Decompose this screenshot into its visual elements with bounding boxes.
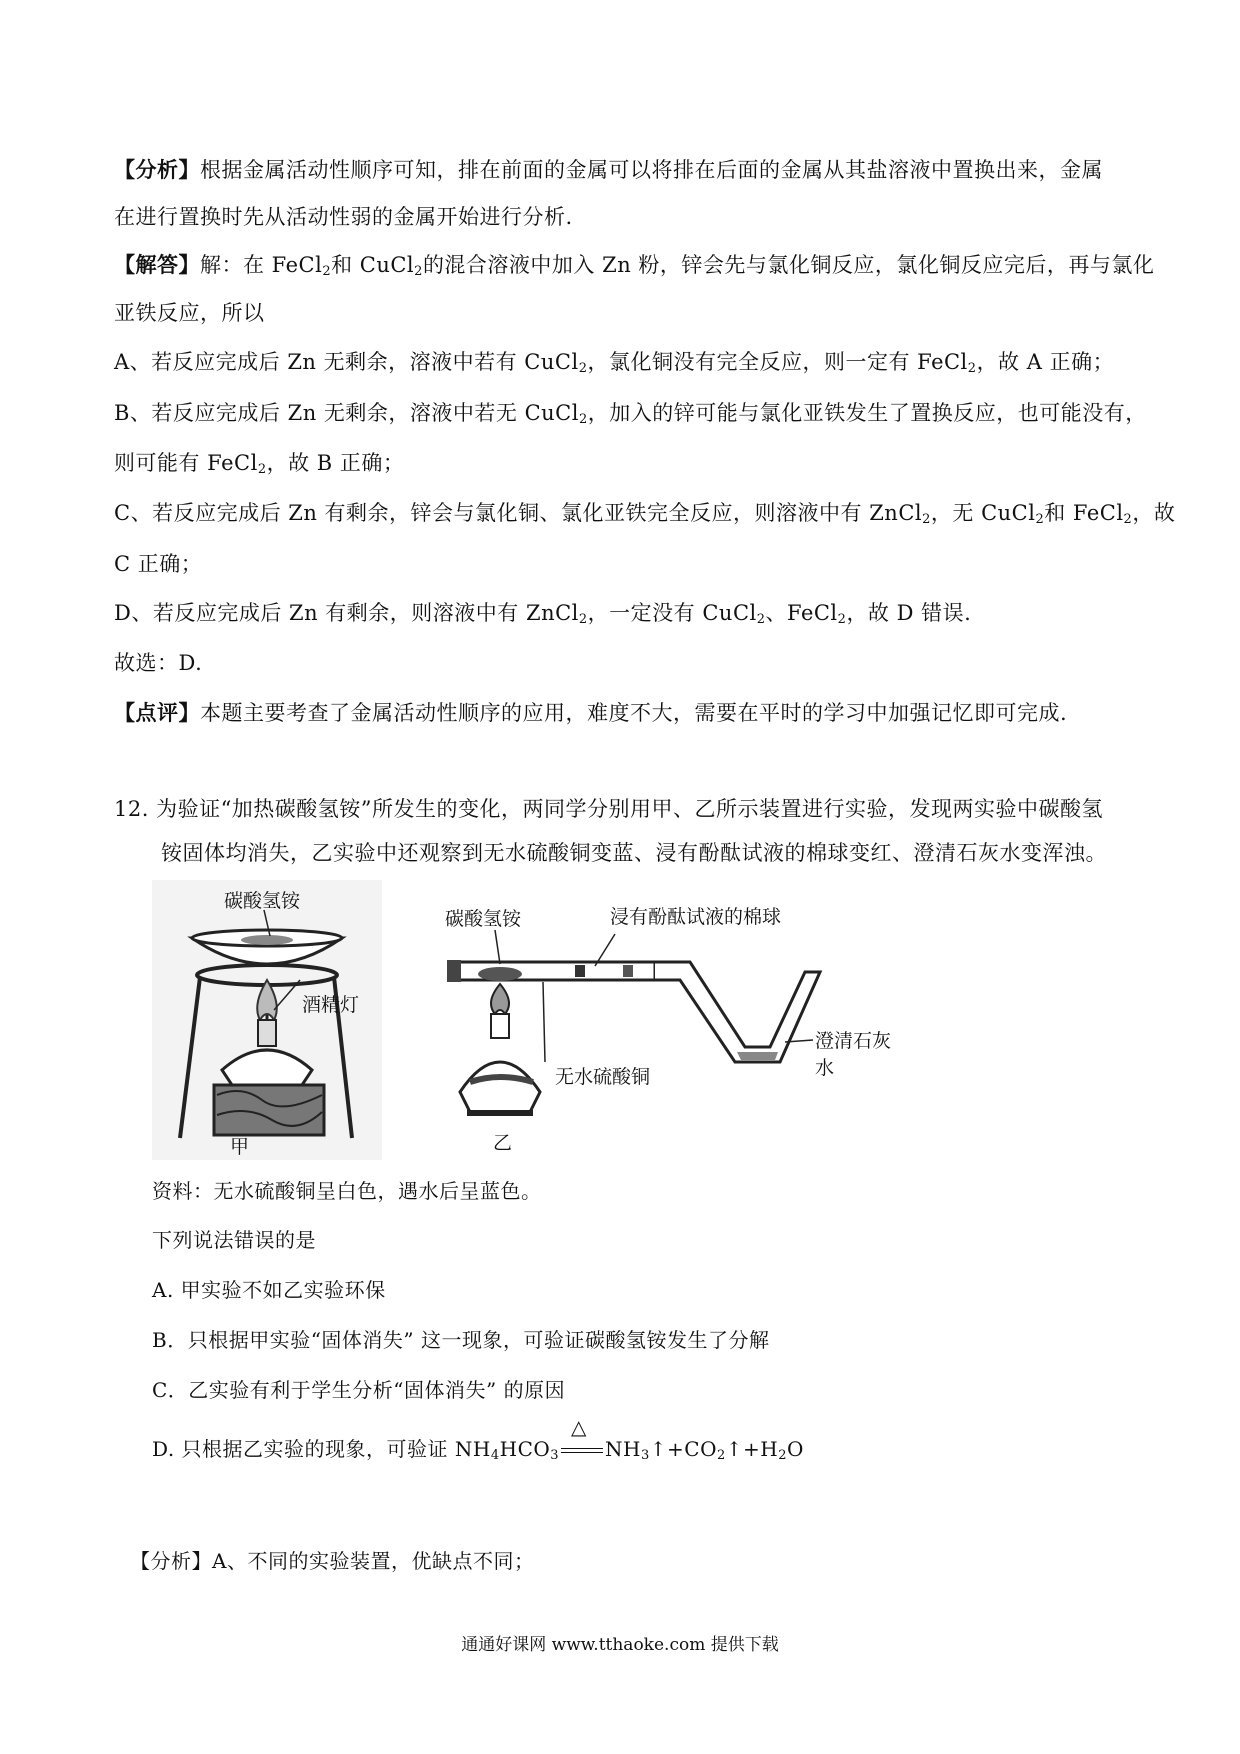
analysis-line-1 [114,155,1103,185]
figure-yi [445,902,905,1162]
answer-option-c [114,498,1175,535]
label-lime-water: 澄清石灰水 [815,1030,892,1079]
answer-text: ，无 CuCl [930,501,1036,525]
subscript: 2 [837,612,847,627]
label-anhydrous-cuso4: 无水硫酸铜 [555,1066,651,1088]
option-text: D. 只根据乙实验的现象，可验证 NH [152,1437,491,1461]
answer-option-a [114,347,1114,384]
answer-text: ，故 A 正确； [976,350,1115,374]
option-text: ↑+CO [649,1437,717,1461]
subscript: 2 [578,361,588,376]
answer-text: B、若反应完成后 Zn 无剩余，溶液中若无 CuCl [114,401,579,425]
label-cotton-ball: 浸有酚酞试液的棉球 [610,906,782,928]
analysis-line-2 [114,202,573,232]
answer-text: 亚铁反应，所以 [114,301,265,325]
answer-text: 和 FeCl [1044,501,1124,525]
answer-text: C 正确； [114,552,203,576]
subscript: 2 [778,1448,788,1463]
answer-text: 和 CuCl [331,253,415,277]
q12-option-b [152,1325,770,1355]
question-12-line-2 [161,838,1107,868]
option-text: ↑+H [725,1437,779,1461]
answer-choice [114,648,202,678]
answer-text: ，故 D 错误. [846,601,972,625]
subscript: 2 [922,512,931,527]
page-footer: 通通好课网 www.tthaoke.com 提供下载 [461,1635,779,1655]
subscript: 2 [414,264,423,279]
q12-option-d [152,1415,804,1471]
analysis-text-1: 根据金属活动性顺序可知，排在前面的金属可以将排在后面的金属从其盐溶液中置换出来，金属 [200,158,1103,182]
question-text: 铵固体均消失，乙实验中还观察到无水硫酸铜变蓝、浸有酚酞试液的棉球变红、澄清石灰水变浑浊。 [161,841,1107,865]
answer-text: 的混合溶液中加入 Zn 粉，锌会先与氯化铜反应，氯化铜反应完后，再与氯化 [422,253,1155,277]
heat-arrow [559,1415,605,1456]
equals-line [561,1448,603,1453]
subscript: 2 [756,612,766,627]
analysis-12-line [130,1546,534,1576]
comment-text: 本题主要考查了金属活动性顺序的应用，难度不大，需要在平时的学习中加强记忆即可完成. [200,701,1068,725]
comment-tag: 【点评】 [114,700,200,725]
subscript: 3 [550,1448,560,1463]
answer-text: ，故 [1132,501,1176,525]
option-text: HCO [499,1437,551,1461]
answer-text: ，氯化铜没有完全反应，则一定有 FeCl [587,350,968,374]
figure-caption-yi: 乙 [493,1132,513,1154]
option-text: A. 甲实验不如乙实验环保 [152,1278,386,1302]
tripod-apparatus-illustration [152,880,382,1160]
prompt-text: 下列说法错误的是 [152,1228,316,1252]
answer-text: D、若反应完成后 Zn 有剩余，则溶液中有 ZnCl [114,601,579,625]
answer-text: 、FeCl [765,601,838,625]
answer-text: A、若反应完成后 Zn 无剩余，溶液中若有 CuCl [114,350,579,374]
label-salt: 碳酸氢铵 [445,908,522,930]
subscript: 4 [490,1448,500,1463]
analysis-tag: 【分析】 [114,157,200,182]
option-text: C．乙实验有利于学生分析“固体消失” 的原因 [152,1378,566,1402]
analysis-12-text: 【分析】A、不同的实验装置，优缺点不同； [130,1549,535,1573]
triangle-icon: △ [571,1415,587,1439]
answer-option-d [114,598,971,635]
answer-line-1 [114,250,1154,287]
answer-option-b-2 [114,448,404,485]
option-text: B．只根据甲实验“固体消失” 这一现象，可验证碳酸氢铵发生了分解 [152,1328,770,1352]
option-text: O [787,1437,804,1461]
subscript: 2 [578,612,588,627]
prompt-line [152,1225,316,1255]
question-text: 12. 为验证“加热碳酸氢铵”所发生的变化，两同学分别用甲、乙所示装置进行实验，发现两实验中碳酸氢 [114,797,1104,821]
answer-option-c-2 [114,549,202,579]
figure-caption-jia: 甲 [230,1136,250,1158]
q12-option-c [152,1375,565,1405]
answer-text: C、若反应完成后 Zn 有剩余，锌会与氯化铜、氯化亚铁完全反应，则溶液中有 ZnCl [114,501,923,525]
subscript: 3 [641,1448,650,1463]
subscript: 2 [717,1448,726,1463]
info-text: 资料：无水硫酸铜呈白色，遇水后呈蓝色。 [152,1179,542,1203]
answer-line-2 [114,298,265,328]
analysis-text-2: 在进行置换时先从活动性弱的金属开始进行分析. [114,205,573,229]
answer-option-b [114,398,1147,435]
subscript: 2 [322,264,332,279]
label-alcohol-lamp: 酒精灯 [302,994,360,1016]
answer-text: 解：在 FeCl [200,253,323,277]
info-line [152,1176,542,1206]
q12-option-a [152,1275,386,1305]
figure-jia [152,880,382,1160]
answer-text: ，加入的锌可能与氯化亚铁发生了置换反应，也可能没有， [587,401,1147,425]
subscript: 2 [257,462,267,477]
answer-text: 则可能有 FeCl [114,451,258,475]
option-text: NH [605,1437,641,1461]
comment-line [114,698,1067,728]
answer-text: ，一定没有 CuCl [587,601,757,625]
question-12-line-1 [114,794,1103,824]
answer-tag: 【解答】 [114,252,200,277]
subscript: 2 [578,412,588,427]
answer-text: 故选：D. [114,651,203,675]
answer-text: ，故 B 正确； [266,451,405,475]
subscript: 2 [1123,512,1133,527]
label-ammonium-bicarbonate: 碳酸氢铵 [224,890,301,912]
subscript: 2 [1035,512,1045,527]
subscript: 2 [967,361,977,376]
